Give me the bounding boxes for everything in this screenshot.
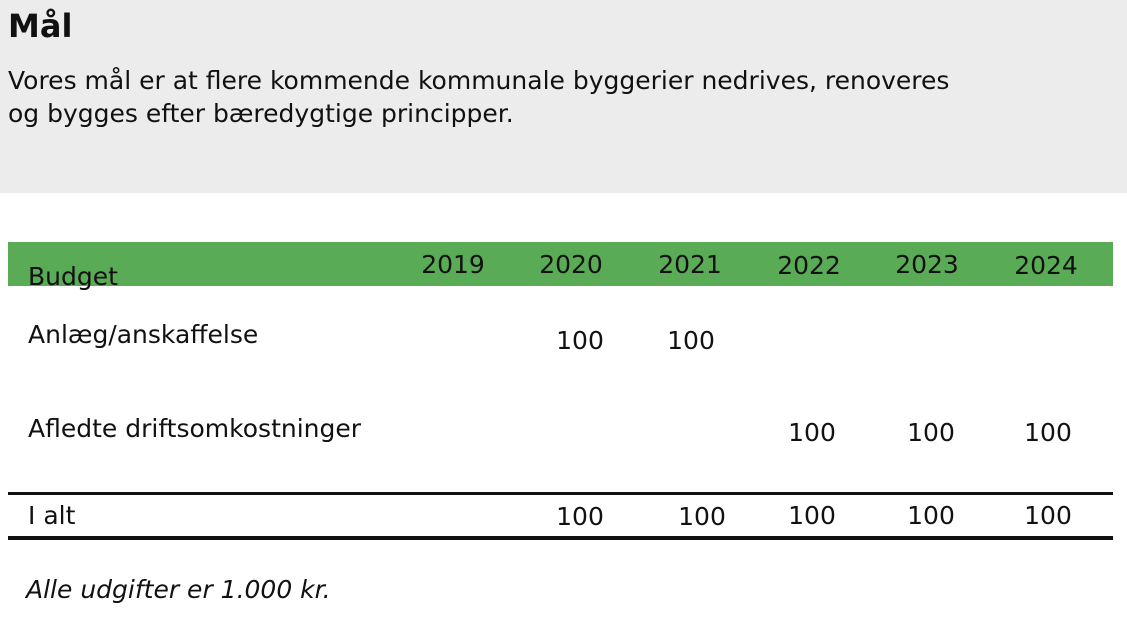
row-anlaeg-2020: 100 [556,326,604,355]
goal-description [8,64,1088,130]
goal-description-line-2: og bygges efter bæredygtige principper. [8,99,514,128]
year-2021: 2021 [658,250,722,279]
year-2023: 2023 [895,250,959,279]
total-rule-top [8,492,1113,495]
row-label-anlaeg: Anlæg/anskaffelse [28,320,259,349]
total-2023: 100 [907,501,955,530]
total-rule-bottom [8,536,1113,540]
row-afledte-2024: 100 [1024,418,1072,447]
year-2024: 2024 [1014,251,1078,280]
row-anlaeg-2021: 100 [667,326,715,355]
row-afledte-2022: 100 [788,418,836,447]
budget-table [8,242,1113,542]
total-2022: 100 [788,501,836,530]
year-2022: 2022 [777,251,841,280]
goal-section [0,0,1127,193]
total-2021: 100 [678,502,726,531]
year-2019: 2019 [421,250,485,279]
total-2020: 100 [556,502,604,531]
row-afledte-2023: 100 [907,418,955,447]
year-2020: 2020 [539,250,603,279]
goal-description-line-1: Vores mål er at flere kommende kommunale byggerier nedrives, renoveres [8,66,950,95]
goal-title: Mål [8,7,73,45]
budget-label: Budget [28,262,118,291]
row-label-afledte: Afledte driftsomkostninger [28,414,362,443]
total-label: I alt [28,501,76,530]
total-2024: 100 [1024,501,1072,530]
footnote: Alle udgifter er 1.000 kr. [26,575,331,604]
